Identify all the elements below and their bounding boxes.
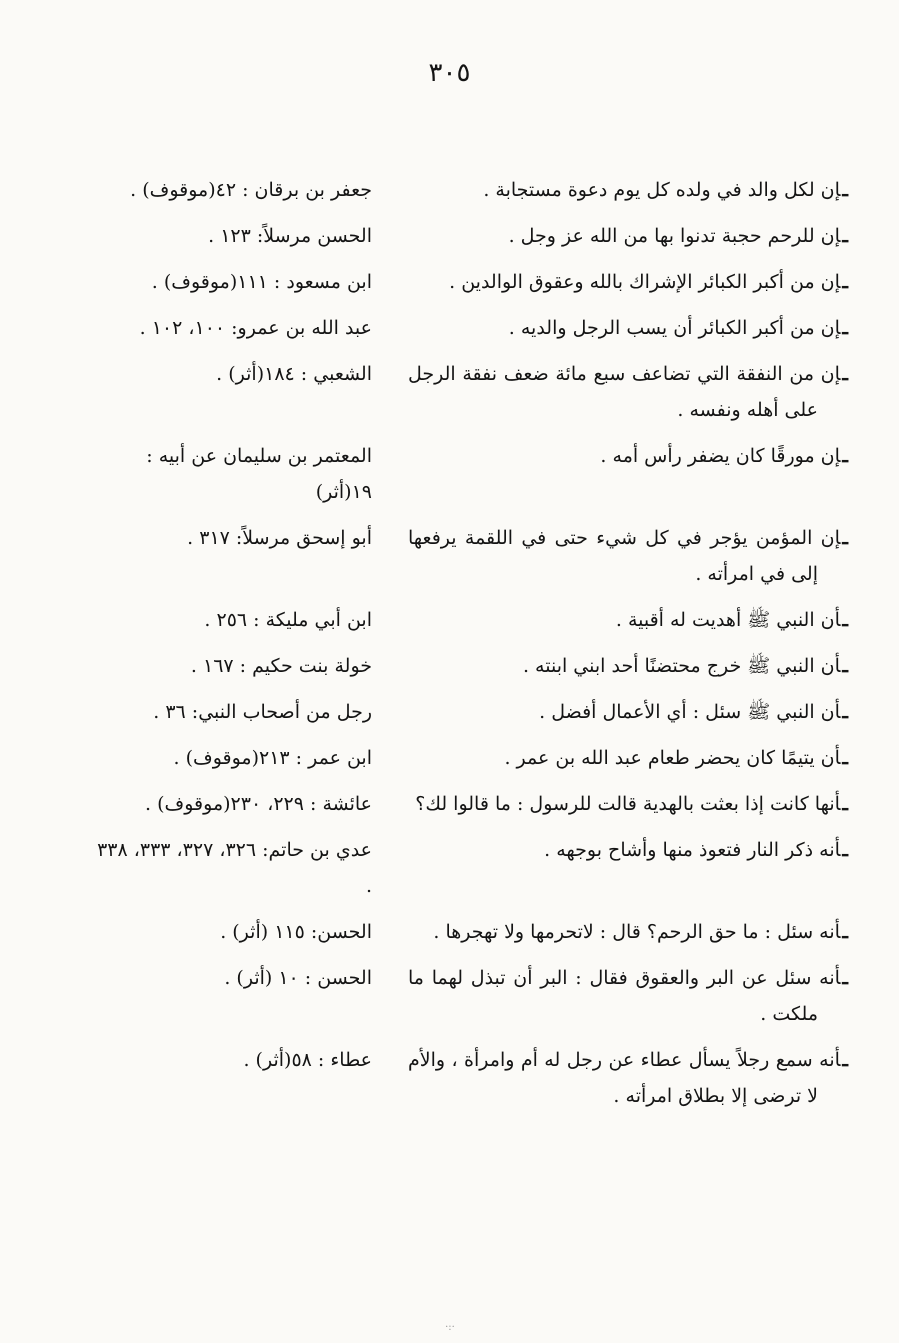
entry-dash: ـ <box>842 445 848 467</box>
entry-dash: ـ <box>842 1049 848 1071</box>
hadith-label: إن من أكبر الكبائر أن يسب الرجل والديه . <box>508 317 841 339</box>
index-entry <box>88 786 848 822</box>
hadith-label: إن لكل والد في ولده كل يوم دعوة مستجابة . <box>483 179 841 201</box>
index-entry <box>88 264 848 300</box>
index-entry <box>88 832 848 904</box>
hadith-label: إن مورقًا كان يضفر رأس أمه . <box>600 445 841 467</box>
entry-dash: ـ <box>842 271 848 293</box>
narrator-reference: رجل من أصحاب النبي: ٣٦ . <box>153 701 372 723</box>
hadith-text <box>408 648 848 684</box>
hadith-text <box>408 218 848 254</box>
index-entry <box>88 914 848 950</box>
hadith-text <box>408 310 848 346</box>
hadith-text <box>408 786 848 822</box>
index-entry <box>88 1042 848 1114</box>
narrator-reference: جعفر بن برقان : ٤٢(موقوف) . <box>130 179 372 201</box>
index-entry <box>88 694 848 730</box>
narrator-reference: الحسن مرسلاً: ١٢٣ . <box>208 225 372 247</box>
hadith-text <box>408 438 848 510</box>
hadith-text <box>408 520 848 592</box>
index-entry <box>88 310 848 346</box>
narrator-reference: الشعبي : ١٨٤(أثر) . <box>216 363 372 385</box>
entry-dash: ـ <box>842 701 848 723</box>
hadith-text <box>408 740 848 776</box>
page-number: ٣٠٥ <box>428 58 471 88</box>
hadith-label: أن النبي ﷺ سئل : أي الأعمال أفضل . <box>539 701 841 723</box>
entry-dash: ـ <box>842 317 848 339</box>
index-entry <box>88 172 848 208</box>
narrator-reference: ابن مسعود : ١١١(موقوف) . <box>151 271 372 293</box>
bottom-mark: ·:· <box>445 1322 455 1333</box>
narrator-reference: عدي بن حاتم: ٣٢٦، ٣٢٧، ٣٣٣، ٣٣٨ . <box>97 839 372 897</box>
narrator-reference: ابن أبي مليكة : ٢٥٦ . <box>204 609 372 631</box>
index-entry <box>88 218 848 254</box>
hadith-text <box>408 832 848 904</box>
index-entry <box>88 740 848 776</box>
narrator-reference: الحسن: ١١٥ (أثر) . <box>220 921 372 943</box>
hadith-text <box>408 960 848 1032</box>
narrator-reference: الحسن : ١٠ (أثر) . <box>224 967 372 989</box>
entry-dash: ـ <box>842 793 848 815</box>
hadith-label: أن النبي ﷺ أهديت له أقبية . <box>615 609 841 631</box>
entry-dash: ـ <box>842 225 848 247</box>
narrator-reference: أبو إسحق مرسلاً: ٣١٧ . <box>187 527 372 549</box>
index-entry <box>88 960 848 1032</box>
hadith-text <box>408 172 848 208</box>
hadith-label: أن يتيمًا كان يحضر طعام عبد الله بن عمر . <box>504 747 841 769</box>
entry-dash: ـ <box>842 921 848 943</box>
hadith-index-list <box>88 172 848 1124</box>
entry-dash: ـ <box>842 363 848 385</box>
hadith-text <box>408 602 848 638</box>
hadith-text <box>408 1042 848 1114</box>
entry-dash: ـ <box>842 747 848 769</box>
narrator-reference: عائشة : ٢٢٩، ٢٣٠(موقوف) . <box>145 793 372 815</box>
index-entry <box>88 438 848 510</box>
index-entry <box>88 602 848 638</box>
hadith-label: إن من أكبر الكبائر الإشراك بالله وعقوق الوالدين . <box>449 271 841 293</box>
narrator-reference: عطاء : ٥٨(أثر) . <box>243 1049 372 1071</box>
hadith-label: أن النبي ﷺ خرج محتضنًا أحد ابني ابنته . <box>522 655 841 677</box>
hadith-label: إن للرحم حجبة تدنوا بها من الله عز وجل . <box>508 225 841 247</box>
entry-dash: ـ <box>842 527 848 549</box>
hadith-label: أنه سئل عن البر والعقوق فقال : البر أن تبذل لهما ما ملكت . <box>408 967 841 1025</box>
hadith-label: أنه سمع رجلاً يسأل عطاء عن رجل له أم وامرأة ، والأم لا ترضى إلا بطلاق امرأته . <box>408 1049 841 1107</box>
narrator-reference: ابن عمر : ٢١٣(موقوف) . <box>173 747 372 769</box>
hadith-text <box>408 264 848 300</box>
hadith-text <box>408 356 848 428</box>
entry-dash: ـ <box>842 655 848 677</box>
index-entry <box>88 356 848 428</box>
hadith-label: إن من النفقة التي تضاعف سبع مائة ضعف نفقة الرجل على أهله ونفسه . <box>408 363 841 421</box>
entry-dash: ـ <box>842 609 848 631</box>
narrator-reference: عبد الله بن عمرو: ١٠٠، ١٠٢ . <box>139 317 372 339</box>
narrator-reference: المعتمر بن سليمان عن أبيه : ١٩(أثر) <box>146 445 372 503</box>
hadith-label: أنه ذكر النار فتعوذ منها وأشاح بوجهه . <box>544 839 841 861</box>
index-entry <box>88 520 848 592</box>
hadith-label: إن المؤمن يؤجر في كل شيء حتى في اللقمة يرفعها إلى في امرأته . <box>408 527 841 585</box>
entry-dash: ـ <box>842 839 848 861</box>
hadith-label: أنه سئل : ما حق الرحم؟ قال : لاتحرمها ولا تهجرها . <box>433 921 841 943</box>
hadith-text <box>408 694 848 730</box>
index-entry <box>88 648 848 684</box>
entry-dash: ـ <box>842 967 848 989</box>
narrator-reference: خولة بنت حكيم : ١٦٧ . <box>190 655 372 677</box>
entry-dash: ـ <box>842 179 848 201</box>
hadith-text <box>408 914 848 950</box>
hadith-label: أنها كانت إذا بعثت بالهدية قالت للرسول : ما قالوا لك؟ <box>415 793 841 815</box>
